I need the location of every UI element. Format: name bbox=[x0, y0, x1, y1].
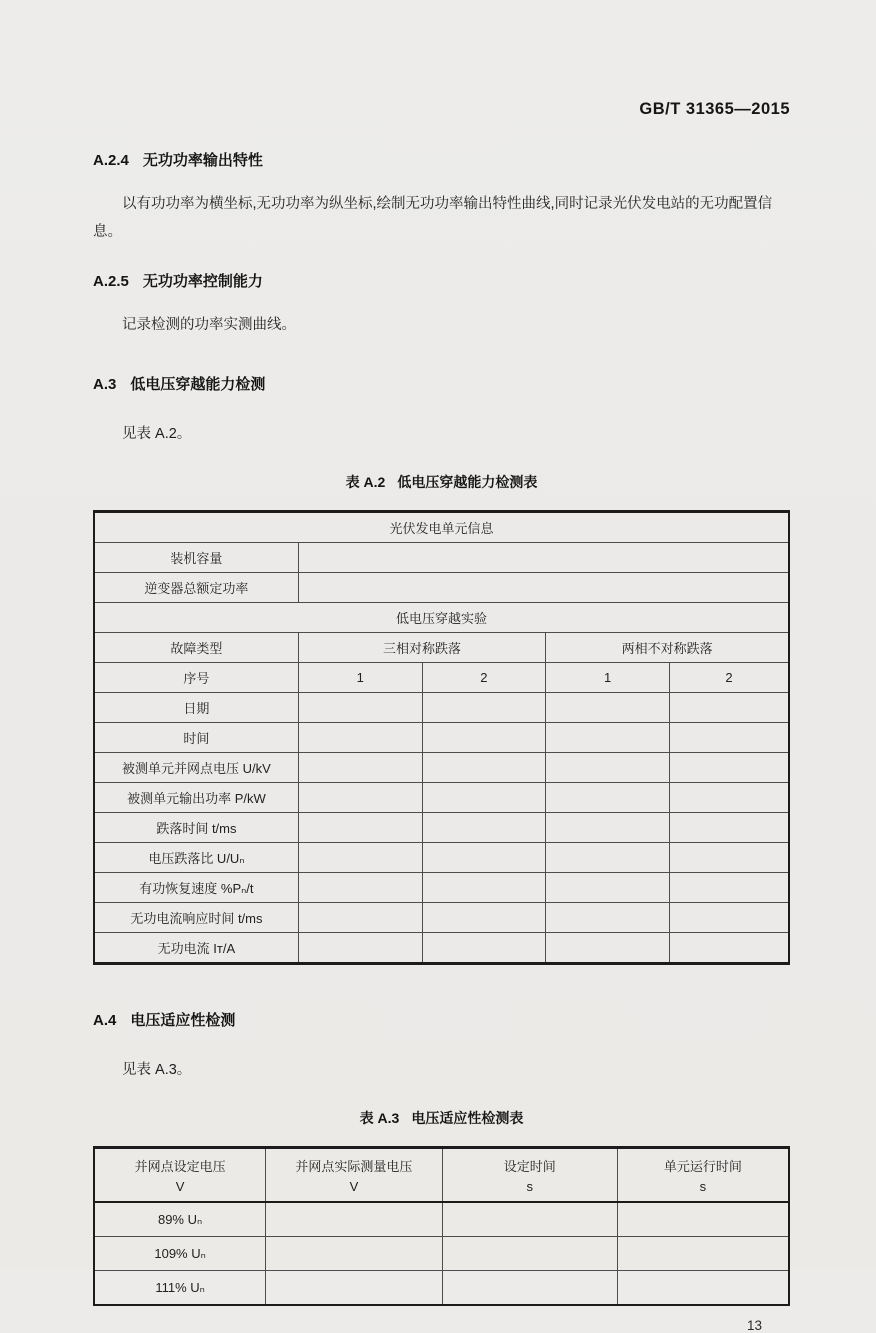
table-row bbox=[94, 1237, 789, 1271]
empty-value-cell bbox=[298, 783, 422, 813]
empty-value-cell bbox=[298, 753, 422, 783]
row-label-cell: 无功电流响应时间 t/ms bbox=[94, 903, 298, 933]
table-a3-caption bbox=[93, 1108, 790, 1128]
empty-value-cell bbox=[422, 753, 546, 783]
table-header-row bbox=[94, 1148, 789, 1203]
heading-number: A.2.4 bbox=[93, 152, 129, 169]
table-a3 bbox=[93, 1146, 790, 1306]
empty-value-cell bbox=[266, 1271, 443, 1306]
table-a2-caption-title: 低电压穿越能力检测表 bbox=[397, 474, 538, 490]
empty-value-cell bbox=[422, 693, 546, 723]
empty-value-cell bbox=[546, 903, 670, 933]
table-a3-caption-label: 表 A.3 bbox=[359, 1110, 400, 1126]
empty-value-cell bbox=[298, 813, 422, 843]
fault-type-cell: 两相不对称跌落 bbox=[546, 633, 789, 663]
empty-value-cell bbox=[617, 1237, 789, 1271]
serial-cell: 2 bbox=[422, 663, 546, 693]
empty-value-cell bbox=[546, 813, 670, 843]
table-row bbox=[94, 783, 789, 813]
empty-value-cell bbox=[617, 1271, 789, 1306]
empty-value-cell bbox=[669, 933, 789, 964]
table-row bbox=[94, 693, 789, 723]
row-label-cell: 电压跌落比 U/Uₙ bbox=[94, 843, 298, 873]
column-header-unit: s bbox=[526, 1179, 533, 1194]
empty-value-cell bbox=[546, 933, 670, 964]
empty-value-cell bbox=[669, 723, 789, 753]
table-row bbox=[94, 873, 789, 903]
empty-value-cell bbox=[669, 693, 789, 723]
empty-value-cell bbox=[617, 1202, 789, 1237]
empty-value-cell bbox=[422, 813, 546, 843]
serial-cell: 2 bbox=[669, 663, 789, 693]
see-table-a3: 见表 A.3。 bbox=[122, 1062, 192, 1078]
fault-type-cell: 三相对称跌落 bbox=[298, 633, 545, 663]
heading-title: 无功功率输出特性 bbox=[142, 152, 263, 169]
row-label-cell: 89% Uₙ bbox=[94, 1202, 266, 1237]
empty-value-cell bbox=[546, 723, 670, 753]
paragraph-a2-4: 以有功功率为横坐标,无功功率为纵坐标,绘制无功功率输出特性曲线,同时记录光伏发电站的无功配置信息。 bbox=[93, 196, 773, 240]
table-row bbox=[94, 663, 789, 693]
empty-value-cell bbox=[298, 723, 422, 753]
table-row bbox=[94, 753, 789, 783]
column-header-unit: s bbox=[699, 1179, 707, 1194]
column-header-title: 设定时间 bbox=[503, 1159, 556, 1174]
empty-value-cell bbox=[669, 813, 789, 843]
row-label-cell: 装机容量 bbox=[94, 543, 298, 573]
empty-value-cell bbox=[546, 693, 670, 723]
row-label-cell: 日期 bbox=[94, 693, 298, 723]
empty-value-cell bbox=[546, 753, 670, 783]
empty-value-cell bbox=[298, 573, 789, 603]
table-row bbox=[94, 903, 789, 933]
heading-number: A.2.5 bbox=[93, 273, 129, 290]
heading-number: A.4 bbox=[93, 1012, 117, 1029]
section-header-cell: 光伏发电单元信息 bbox=[94, 512, 789, 543]
empty-value-cell bbox=[298, 873, 422, 903]
page-number: 13 bbox=[746, 1318, 762, 1333]
section-header-cell: 低电压穿越实验 bbox=[94, 603, 789, 633]
empty-value-cell bbox=[266, 1237, 443, 1271]
empty-value-cell bbox=[298, 693, 422, 723]
row-label-cell: 111% Uₙ bbox=[94, 1271, 266, 1306]
empty-value-cell bbox=[442, 1271, 617, 1306]
column-header-cell bbox=[266, 1148, 443, 1203]
empty-value-cell bbox=[422, 783, 546, 813]
empty-value-cell bbox=[442, 1202, 617, 1237]
heading-a2-4 bbox=[93, 149, 790, 170]
table-row bbox=[94, 603, 789, 633]
empty-value-cell bbox=[422, 873, 546, 903]
empty-value-cell bbox=[669, 753, 789, 783]
table-row bbox=[94, 543, 789, 573]
table-row bbox=[94, 843, 789, 873]
heading-a3 bbox=[93, 373, 790, 394]
row-label-cell: 逆变器总额定功率 bbox=[94, 573, 298, 603]
empty-value-cell bbox=[669, 783, 789, 813]
column-header-title: 并网点实际测量电压 bbox=[295, 1159, 413, 1174]
table-a3-caption-title: 电压适应性检测表 bbox=[411, 1110, 524, 1126]
row-label-cell: 被测单元并网点电压 U/kV bbox=[94, 753, 298, 783]
column-header-title: 并网点设定电压 bbox=[134, 1159, 226, 1174]
column-header-title: 单元运行时间 bbox=[663, 1159, 742, 1174]
row-label-cell: 时间 bbox=[94, 723, 298, 753]
row-label-cell: 跌落时间 t/ms bbox=[94, 813, 298, 843]
row-label-cell: 故障类型 bbox=[94, 633, 298, 663]
column-header-cell bbox=[617, 1148, 789, 1203]
empty-value-cell bbox=[442, 1237, 617, 1271]
heading-title: 低电压穿越能力检测 bbox=[130, 376, 266, 393]
row-label-cell: 被测单元输出功率 P/kW bbox=[94, 783, 298, 813]
empty-value-cell bbox=[298, 933, 422, 964]
heading-title: 电压适应性检测 bbox=[130, 1012, 236, 1029]
empty-value-cell bbox=[422, 723, 546, 753]
standard-number-header: GB/T 31365—2015 bbox=[639, 100, 790, 118]
column-header-unit: V bbox=[175, 1179, 185, 1194]
empty-value-cell bbox=[546, 843, 670, 873]
table-a2-container bbox=[93, 510, 790, 965]
heading-number: A.3 bbox=[93, 376, 117, 393]
serial-cell: 1 bbox=[298, 663, 422, 693]
table-a2-caption-label: 表 A.2 bbox=[345, 474, 386, 490]
table-row bbox=[94, 933, 789, 964]
table-a2-caption bbox=[93, 472, 790, 492]
empty-value-cell bbox=[298, 843, 422, 873]
table-row bbox=[94, 573, 789, 603]
paragraph-a2-5: 记录检测的功率实测曲线。 bbox=[122, 317, 296, 333]
empty-value-cell bbox=[546, 873, 670, 903]
empty-value-cell bbox=[422, 903, 546, 933]
table-row bbox=[94, 512, 789, 543]
empty-value-cell bbox=[669, 903, 789, 933]
row-label-cell: 109% Uₙ bbox=[94, 1237, 266, 1271]
empty-value-cell bbox=[422, 843, 546, 873]
empty-value-cell bbox=[266, 1202, 443, 1237]
column-header-cell bbox=[94, 1148, 266, 1203]
serial-cell: 1 bbox=[546, 663, 670, 693]
table-row bbox=[94, 723, 789, 753]
table-row bbox=[94, 1271, 789, 1306]
empty-value-cell bbox=[669, 843, 789, 873]
empty-value-cell bbox=[422, 933, 546, 964]
empty-value-cell bbox=[546, 783, 670, 813]
empty-value-cell bbox=[669, 873, 789, 903]
table-a3-container bbox=[93, 1146, 790, 1306]
empty-value-cell bbox=[298, 903, 422, 933]
heading-a4 bbox=[93, 1009, 790, 1030]
row-label-cell: 有功恢复速度 %Pₙ/t bbox=[94, 873, 298, 903]
table-row bbox=[94, 813, 789, 843]
heading-title: 无功功率控制能力 bbox=[142, 273, 263, 290]
column-header-unit: V bbox=[349, 1179, 359, 1194]
table-row bbox=[94, 1202, 789, 1237]
see-table-a2: 见表 A.2。 bbox=[122, 426, 192, 442]
row-label-cell: 序号 bbox=[94, 663, 298, 693]
table-row bbox=[94, 633, 789, 663]
table-a2 bbox=[93, 510, 790, 965]
empty-value-cell bbox=[298, 543, 789, 573]
heading-a2-5 bbox=[93, 270, 790, 291]
row-label-cell: 无功电流 Iᴛ/A bbox=[94, 933, 298, 964]
column-header-cell bbox=[442, 1148, 617, 1203]
